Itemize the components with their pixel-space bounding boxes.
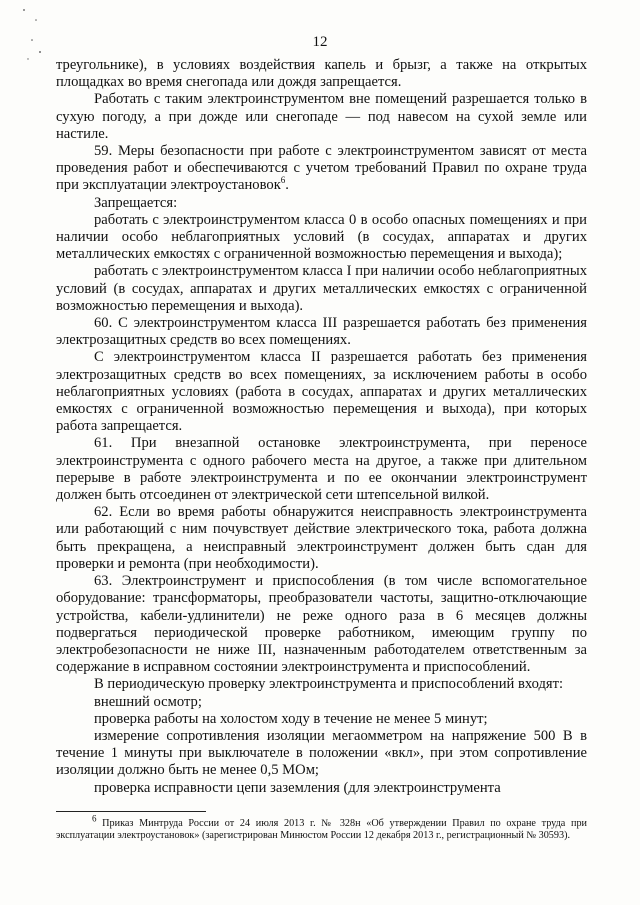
paragraph [56, 315, 587, 349]
paragraph [56, 57, 587, 91]
paragraph-text: С электроинструментом класса II разрешается работать без применения электрозащитных средств во всех помещениях, за исключением работы в особо неблагоприятных условиях (работа в сосудах, аппаратах и других металлических емкостях с ограниченной возможностью перемещения и выхода), при которых работа запрещается. [56, 349, 587, 435]
footnote-separator [56, 811, 206, 812]
paragraph-text: 60. С электроинструментом класса III разрешается работать без применения электрозащитных средств во всех помещениях. [56, 315, 587, 349]
document-body [56, 57, 587, 797]
paragraph [56, 263, 587, 315]
paragraph-text: измерение сопротивления изоляции мегаомметром на напряжение 500 В в течение 1 минуты при выключателе в положении «вкл», при этом сопротивление изоляции должно быть не менее 0,5 МОм; [56, 727, 587, 779]
footnote [56, 813, 587, 843]
paragraph [56, 573, 587, 676]
paragraph [56, 143, 587, 195]
paragraph-text: В периодическую проверку электроинструмента и приспособлений входят: [94, 676, 564, 693]
paragraph [56, 676, 587, 693]
paragraph-text: Запрещается: [94, 194, 178, 211]
footnote-text: Приказ Минтруда России от 24 июля 2013 г. № 328н «Об утверждении Правил по охране труда при эксплуатации электроустановок» (зарегистрирован Минюстом России 12 декабря 2013 г., регистрационный № 30593). [56, 818, 587, 842]
paragraph [56, 212, 587, 264]
paragraph-text: Работать с таким электроинструментом вне помещений разрешается только в сухую погоду, а при дожде или снегопаде — под навесом на сухой земле или настиле. [56, 91, 587, 142]
paragraph [56, 195, 587, 212]
paragraph-text: 61. При внезапной остановке электроинструмента, при переносе электроинструмента с одного рабочего места на другое, а также при длительном перерыве в работе электроинструмента и по ее окончании электроинструмент должен быть отсоединен от электрической сети штепсельной вилкой. [56, 435, 587, 504]
paragraph [56, 349, 587, 435]
paragraph-text: проверка работы на холостом ходу в течение не менее 5 минут; [94, 710, 488, 727]
footnote-reference: 6 [280, 175, 286, 186]
paragraph-text: 63. Электроинструмент и приспособления (в том числе вспомогательное оборудование: трансформаторы, преобразователи частоты, защитно-отключающие устройства, кабели-удлинители) не реже одного раза в 6 месяцев должны подвергаться периодической проверке работником, имеющим группу по электробезопасности не ниже III, назначенным работодателем ответственным за содержание в исправном состоянии электроинструмента и приспособлений. [56, 573, 587, 676]
paragraph [56, 504, 587, 573]
paragraph-text: 62. Если во время работы обнаружится неисправность электроинструмента или работающий с ним почувствует действие электрического тока, работа должна быть прекращена, а неисправный электроинструмент должен быть сдан для проверки и ремонта (при необходимости). [56, 504, 587, 572]
paragraph-text: работать с электроинструментом класса I при наличии особо неблагоприятных условий (в сосудах, аппаратах и других металлических емкостях с ограниченной возможностью перемещения и выхода). [56, 263, 587, 314]
footnote-mark: 6 [92, 813, 97, 824]
paragraph [56, 711, 587, 728]
page-number: 12 [312, 34, 328, 50]
paragraph-text: 59. Меры безопасности при работе с электроинструментом зависят от места проведения работ и обеспечиваются с учетом требований Правил по охране труда при эксплуатации электроустановок [56, 143, 587, 194]
paragraph-text: проверка исправности цепи заземления (для электроинструмента [94, 779, 501, 796]
paragraph-text: треугольнике), в условиях воздействия капель и брызг, а также на открытых площадках во время снегопада или дождя запрещается. [56, 57, 587, 91]
paragraph [56, 728, 587, 780]
paragraph-tail: . [285, 177, 289, 194]
paragraph [56, 91, 587, 143]
paragraph [56, 780, 587, 797]
paragraph-text: внешний осмотр; [94, 693, 202, 710]
paragraph [56, 435, 587, 504]
paragraph-text: работать с электроинструментом класса 0 в особо опасных помещениях и при наличии особо неблагоприятных условий (в сосудах, аппаратах и других металлических емкостях с ограниченной возможностью перемещения и выхода); [56, 211, 587, 263]
paragraph [56, 694, 587, 711]
